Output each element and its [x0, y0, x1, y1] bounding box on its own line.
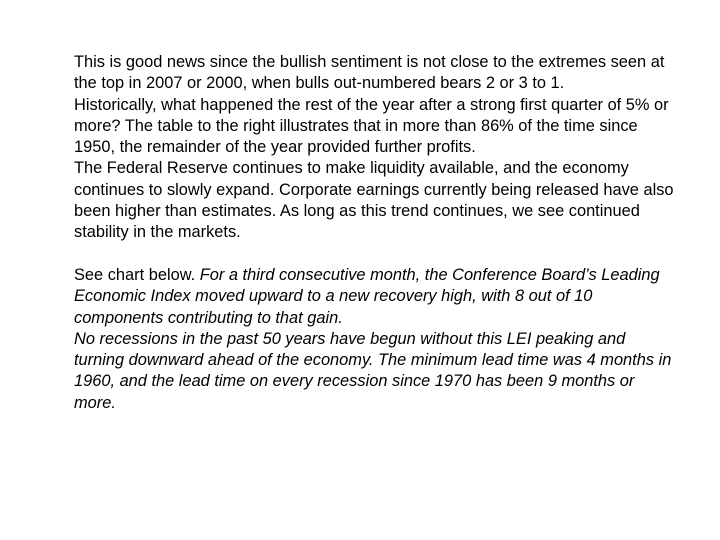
lei-description: For a third consecutive month, the Conference Board’s Leading Economic Index moved upward to a new recovery high, with 8 out of 10 components contributing to that gain. [74, 265, 660, 327]
lei-paragraph [74, 265, 674, 329]
recession-lead-time-paragraph: No recessions in the past 50 years have begun without this LEI peaking and turning downward ahead of the economy. The minimum lead time was 4 months in 1960, and the lead time on every recession since 1970 has been 9 months or more. [74, 329, 672, 412]
see-chart-note: See chart below. [74, 265, 200, 284]
paragraph-spacer [74, 244, 674, 265]
bullish-sentiment-paragraph: This is good news since the bullish sentiment is not close to the extremes seen at the top in 2007 or 2000, when bulls out-numbered bears 2 or 3 to 1. [74, 53, 665, 93]
federal-reserve-paragraph: The Federal Reserve continues to make liquidity available, and the economy continues to slowly expand. Corporate earnings currently being released have also been higher than estimates. As long as this trend continues, we see continued stability in the markets. [74, 159, 674, 242]
historical-first-quarter-paragraph: Historically, what happened the rest of the year after a strong first quarter of 5% or more? The table to the right illustrates that in more than 86% of the time since 1950, the remainder of the year provided further profits. [74, 95, 669, 157]
body-text [74, 52, 674, 414]
